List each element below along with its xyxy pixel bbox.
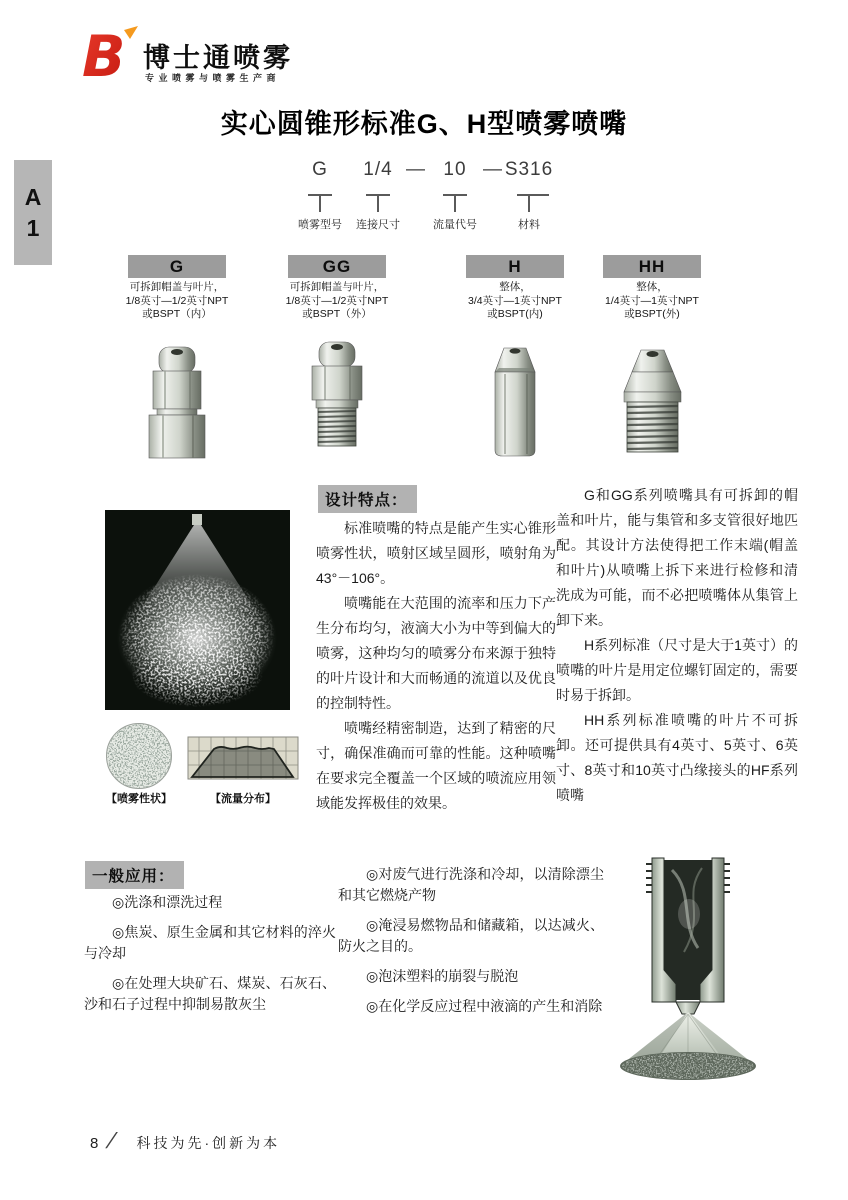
desc-line: 或BSPT（内） [142, 308, 212, 320]
applications-heading: 一般应用： [85, 861, 184, 889]
code-connector [308, 194, 332, 212]
code-separator: — [483, 159, 502, 180]
ordering-part-flow [433, 158, 477, 232]
application-item: ◎对废气进行洗涤和冷却，以清除漂尘和其它燃烧产物 [338, 866, 604, 903]
ordering-part-size [356, 158, 400, 232]
model-column-gg [257, 255, 417, 448]
page-footer [90, 1128, 280, 1154]
application-item: ◎洗涤和漂洗过程 [112, 894, 223, 910]
code-connector [443, 194, 467, 212]
brand-name: 博士通喷雾 [143, 43, 293, 73]
tab-letter: A [24, 183, 42, 210]
paragraph: 喷嘴经精密制造，达到了精密的尺寸，确保准确而可靠的性能。这种喷嘴在要求完全覆盖一个区域的喷流应用领域能发挥极佳的效果。 [316, 720, 556, 811]
applications-list-right [338, 864, 604, 1026]
model-column-hh [572, 255, 732, 456]
code-value: 10 [443, 159, 467, 180]
nozzle-photo-gg [304, 340, 370, 448]
spray-pattern-caption: 【喷雾性状】 [106, 793, 172, 805]
paragraph: HH系列标准喷嘴的叶片不可拆卸。还可提供具有4英寸、5英寸、6英寸、8英寸和10英寸凸缘接头的HF系列喷嘴 [556, 712, 798, 803]
code-separator: — [406, 159, 425, 180]
code-label: 连接尺寸 [356, 219, 400, 231]
ordering-part-model [298, 158, 342, 232]
svg-text:B: B [82, 26, 126, 84]
desc-line: 1/8英寸—1/2英寸NPT [125, 294, 229, 307]
model-header: H [466, 255, 564, 278]
application-item: ◎在化学反应过程中液滴的产生和消除 [366, 998, 603, 1014]
desc-line: 3/4英寸—1英寸NPT [468, 294, 562, 307]
model-header: G [128, 255, 226, 278]
flow-distribution-caption: 【流量分布】 [210, 793, 276, 805]
nozzle-photo-g [143, 344, 211, 461]
desc-line: 1/4英寸—1英寸NPT [605, 294, 699, 307]
code-label: 喷雾型号 [298, 219, 342, 231]
paragraph: 喷嘴能在大范围的流率和压力下产生分布均匀，液滴大小为中等到偏大的喷雾，这种均匀的喷雾分布来源于独特的叶片设计和大而畅通的流道以及优良的控制特性。 [316, 595, 556, 711]
nozzle-cutaway-illustration [612, 852, 764, 1084]
brand-tagline: 专业喷雾与喷雾生产商 [145, 73, 281, 83]
model-description [257, 281, 417, 322]
design-features-heading: 设计特点： [318, 485, 417, 513]
model-column-g [97, 255, 257, 461]
model-column-h [435, 255, 595, 460]
desc-line: 或BSPT(内) [487, 308, 543, 320]
application-item: ◎泡沫塑料的崩裂与脱泡 [366, 968, 519, 984]
desc-line: 可拆卸帽盖与叶片， [129, 281, 225, 293]
desc-line: 整体， [499, 281, 531, 293]
flow-distribution-figure [187, 736, 299, 780]
model-description [97, 281, 257, 322]
code-value: 1/4 [363, 159, 393, 180]
paragraph: 标准喷嘴的特点是能产生实心锥形喷雾性状，喷射区域呈圆形，喷射角为43°－106°。 [316, 520, 556, 586]
desc-line: 1/8英寸—1/2英寸NPT [285, 294, 389, 307]
page-title: 实心圆锥形标准G、H型喷雾喷嘴 [220, 109, 628, 139]
desc-line: 或BSPT(外) [624, 308, 680, 320]
application-item: ◎淹浸易燃物品和储藏箱，以达减火、防火之目的。 [338, 917, 604, 954]
code-label: 流量代号 [433, 219, 477, 231]
paragraph: H系列标准（尺寸是大于1英寸）的喷嘴的叶片是用定位螺钉固定的，需要时易于拆卸。 [556, 637, 798, 703]
desc-line: 可拆卸帽盖与叶片， [289, 281, 385, 293]
model-description [435, 281, 595, 322]
applications-list-left [84, 892, 336, 1024]
brand-logo-icon [82, 26, 140, 84]
page-number: 8 [90, 1135, 99, 1152]
model-description [572, 281, 732, 322]
footer-slogan: 科技为先·创新为本 [136, 1135, 281, 1151]
code-connector [517, 194, 541, 212]
spray-coverage-figure [105, 722, 173, 790]
ordering-code-diagram [290, 158, 580, 236]
design-features-text [316, 516, 556, 816]
application-item: ◎在处理大块矿石、煤炭、石灰石、沙和石子过程中抑制易散灰尘 [84, 975, 336, 1012]
desc-line: 整体， [636, 281, 668, 293]
code-value: G [312, 159, 328, 180]
model-header: HH [603, 255, 701, 278]
section-tab-a1 [14, 160, 52, 265]
ordering-part-material [493, 158, 565, 232]
desc-line: 或BSPT（外） [302, 308, 372, 320]
footer-slash: / [105, 1128, 118, 1153]
code-value: S316 [504, 159, 554, 180]
paragraph: G和GG系列喷嘴具有可拆卸的帽盖和叶片，能与集管和多支管很好地匹配。其设计方法使得把工作末端(帽盖和叶片)从喷嘴上拆下来进行检修和清洗成为可能，而不必把喷嘴体从集管上卸下来。 [556, 487, 798, 628]
series-notes-text [556, 483, 798, 808]
model-header: GG [288, 255, 386, 278]
code-connector [366, 194, 390, 212]
nozzle-photo-h [487, 346, 543, 460]
code-label: 材料 [518, 219, 540, 231]
spray-pattern-photo [105, 510, 290, 710]
nozzle-photo-hh [615, 348, 690, 456]
tab-number: 1 [26, 214, 40, 241]
application-item: ◎焦炭、原生金属和其它材料的淬火与冷却 [84, 924, 336, 961]
